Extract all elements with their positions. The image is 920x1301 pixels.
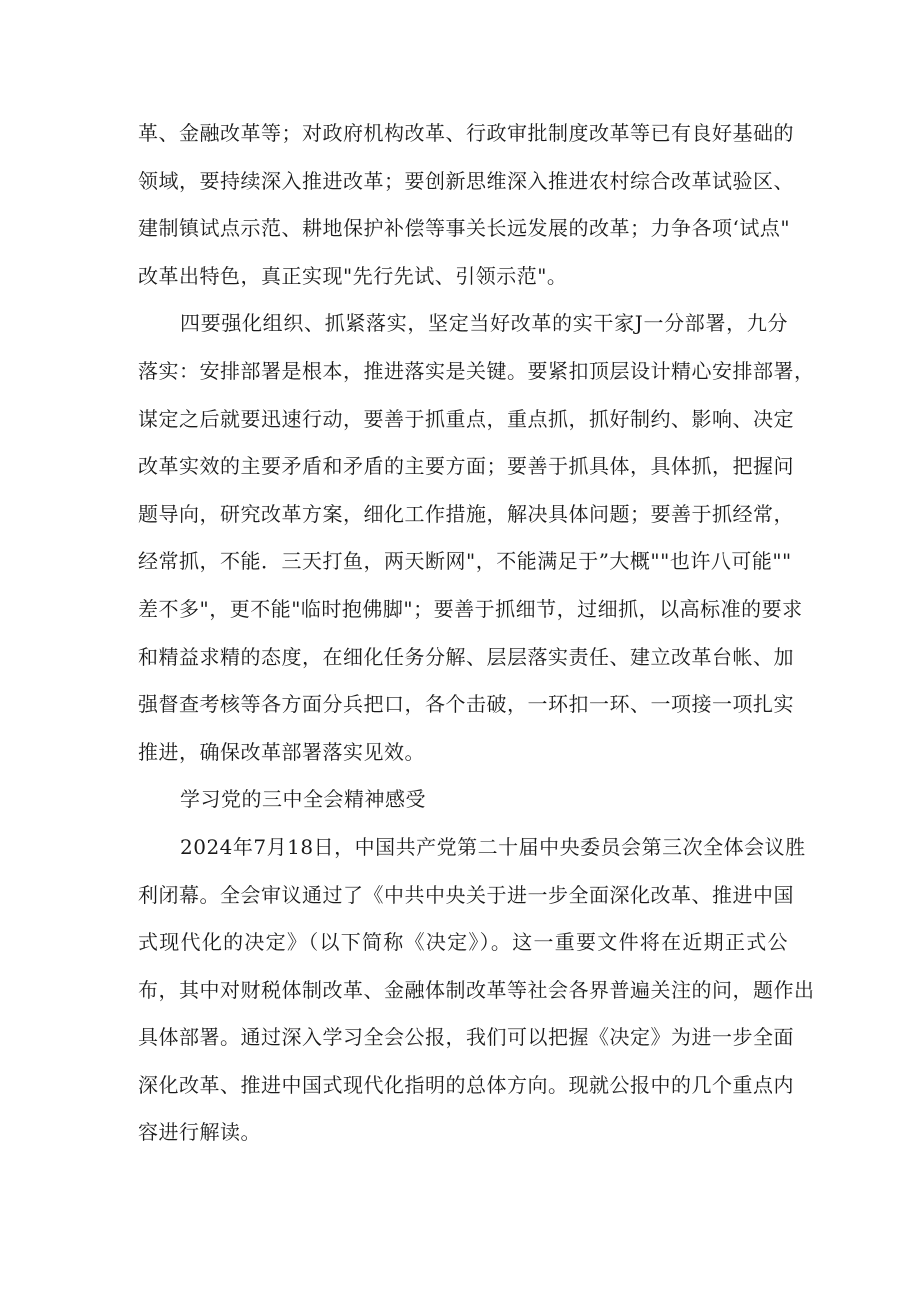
text-line: 深化改革、推进中国式现代化指明的总体方向。现就公报中的几个重点内: [138, 1072, 794, 1097]
text-line: 建制镇试点示范、耕地保护补偿等事关长远发展的改革；力争各项‘试点": [138, 216, 791, 241]
heading-line: 学习党的三中全会精神感受: [180, 787, 426, 812]
text-line: 经常抓，不能．三天打鱼，两天断网"，不能满足于”大概""也许八可能"": [138, 549, 792, 574]
text-line: 差不多"，更不能"临时抱佛脚"；要善于抓细节，过细抓，以高标准的要求: [138, 596, 803, 621]
text-line: 落实：安排部署是根本，推进落实是关键。要紧扣顶层设计精心安排部署，: [138, 358, 815, 383]
text-line: 谋定之后就要迅速行动，要善于抓重点，重点抓，抓好制约、影响、决定: [138, 406, 794, 431]
text-line: 利闭幕。全会审议通过了《中共中央关于进一步全面深化改革、推进中国: [138, 882, 794, 907]
text-line: 具体部署。通过深入学习全会公报，我们可以把握《决定》为进一步全面: [138, 1025, 794, 1050]
text-line: 题导向，研究改革方案，细化工作措施，解决具体问题；要善于抓经常，: [138, 501, 794, 526]
text-line: 容进行解读。: [138, 1120, 261, 1145]
text-line: 式现代化的决定》（以下简称《决定》）。这一重要文件将在近期正式公: [138, 930, 788, 955]
text-line: 改革实效的主要矛盾和矛盾的主要方面；要善于抓具体，具体抓，把握问: [138, 454, 794, 479]
text-line: 布，其中对财税体制改革、金融体制改革等社会各界普遍关注的问，题作出: [138, 977, 815, 1002]
paragraph-plenum-summary: [138, 824, 815, 1157]
document-page: [138, 110, 815, 1157]
paragraph-four-requirements: [138, 300, 815, 776]
section-heading: [138, 776, 788, 824]
text-line: 领域，要持续深入推进改革；要创新思维深入推进农村综合改革试验区、: [138, 168, 794, 193]
text-line: 改革出特色，真正实现"先行先试、引领示范"。: [138, 263, 568, 288]
text-line: 强督查考核等各方面分兵把口，各个击破，一环扣一环、一项接一项扎实: [138, 692, 794, 717]
text-line: 和精益求精的态度，在细化任务分解、层层落实责任、建立改革台帐、加: [138, 644, 794, 669]
text-line: 2024年7月18日，中国共产党第二十届中央委员会第三次全体会议胜: [180, 834, 806, 859]
paragraph-continued: [138, 110, 794, 300]
text-line: 推进，确保改革部署落实见效。: [138, 739, 425, 764]
text-line: 四要强化组织、抓紧落实，坚定当好改革的实干家J一分部署，九分: [180, 311, 788, 336]
text-line: 革、金融改革等；对政府机构改革、行政审批制度改革等已有良好基础的: [138, 121, 794, 145]
